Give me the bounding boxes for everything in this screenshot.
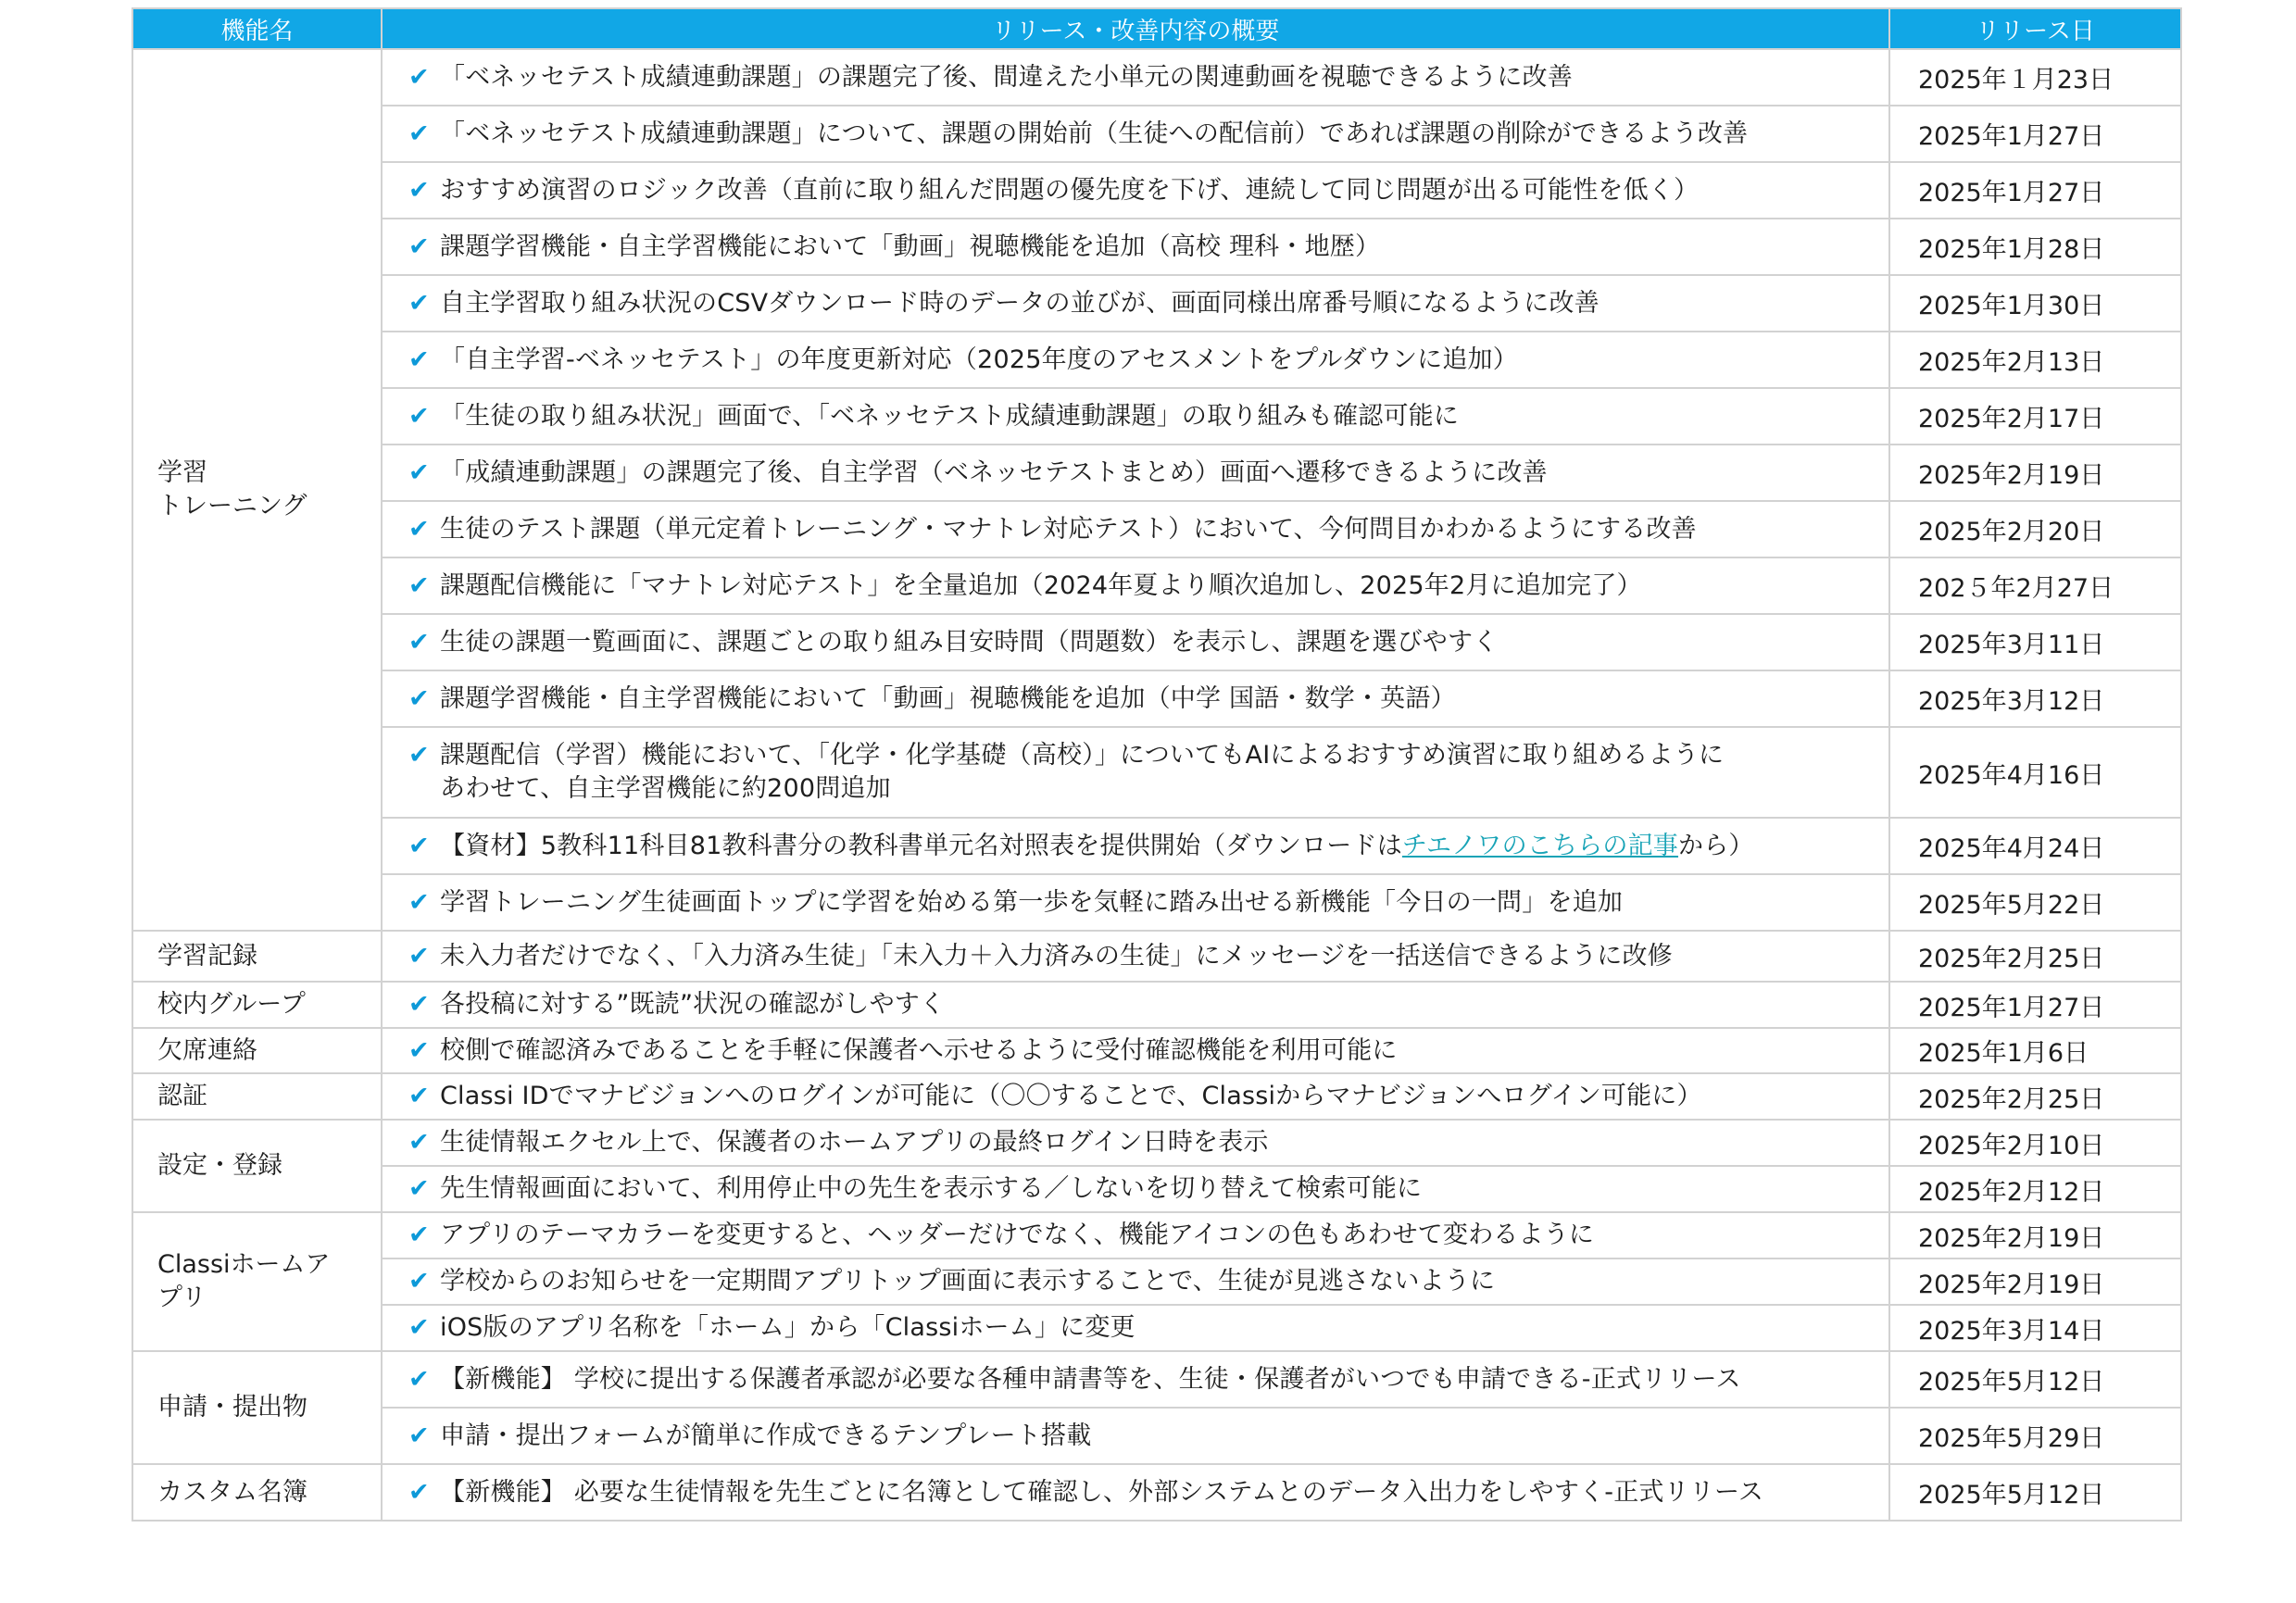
row-desc: 課題学習機能・自主学習機能において「動画」視聴機能を追加（中学 国語・数学・英語） — [440, 683, 1456, 713]
header-func: 機能名 — [132, 8, 382, 49]
row-date: 2025年2月13日 — [1889, 332, 2181, 388]
table-row — [132, 49, 2181, 106]
row-date: 2025年1月28日 — [1889, 219, 2181, 275]
header-date: リリース日 — [1889, 8, 2181, 49]
row-date: 202５年2月27日 — [1889, 557, 2181, 614]
table-row — [132, 106, 2181, 162]
row-date: 2025年1月6日 — [1889, 1028, 2181, 1073]
row-desc: iOS版のアプリ名称を「ホーム」から「Classiホーム」に変更 — [440, 1313, 1135, 1342]
row-date: 2025年3月11日 — [1889, 614, 2181, 670]
table-row — [132, 931, 2181, 982]
func-konai-group: 校内グループ — [132, 982, 382, 1028]
row-date: 2025年2月19日 — [1889, 445, 2181, 501]
row-desc: 【資材】5教科11科目81教科書分の教科書単元名対照表を提供開始（ダウンロードはチエノワのこちらの記事から） — [440, 831, 1754, 860]
func-gakushu-training: 学習 トレーニング — [132, 49, 382, 931]
row-date: 2025年1月27日 — [1889, 162, 2181, 219]
row-desc: 自主学習取り組み状況のCSVダウンロード時のデータの並びが、画面同様出席番号順になるように改善 — [440, 288, 1600, 318]
row-desc: 校側で確認済みであることを手軽に保護者へ示せるように受付確認機能を利用可能に — [440, 1035, 1398, 1065]
check-icon: ✔ — [408, 62, 430, 92]
check-icon: ✔ — [408, 457, 430, 487]
row-desc: 【新機能】 必要な生徒情報を先生ごとに名簿として確認し、外部システムとのデータ入出力をしやすく-正式リリース — [440, 1477, 1764, 1507]
row-date: 2025年１月23日 — [1889, 49, 2181, 106]
row-date: 2025年2月20日 — [1889, 501, 2181, 557]
row-date: 2025年5月29日 — [1889, 1408, 2181, 1464]
row-desc: 生徒のテスト課題（単元定着トレーニング・マナトレ対応テスト）において、今何問目かわかるようにする改善 — [440, 514, 1697, 544]
row-date: 2025年2月10日 — [1889, 1120, 2181, 1166]
row-desc: 各投稿に対する”既読”状況の確認がしやすく — [440, 990, 946, 1019]
row-desc: 「生徒の取り組み状況」画面で、「ベネッセテスト成績連動課題」の取り組みも確認可能に — [440, 401, 1460, 431]
row-desc: 学校からのお知らせを一定期間アプリトップ画面に表示することで、生徒が見逃さないように — [440, 1267, 1496, 1296]
row-date: 2025年4月16日 — [1889, 727, 2181, 818]
row-date: 2025年3月12日 — [1889, 670, 2181, 727]
row-date: 2025年5月22日 — [1889, 874, 2181, 931]
row-desc: 【新機能】 学校に提出する保護者承認が必要な各種申請書等を、生徒・保護者がいつでも申請できる-正式リリース — [440, 1364, 1741, 1394]
table-row — [132, 1166, 2181, 1212]
table-row — [132, 162, 2181, 219]
check-icon: ✔ — [408, 1267, 430, 1296]
row-desc: おすすめ演習のロジック改善（直前に取り組んだ問題の優先度を下げ、連続して同じ問題が出る可能性を低く） — [440, 175, 1700, 205]
func-kesseki-renraku: 欠席連絡 — [132, 1028, 382, 1073]
row-date: 2025年5月12日 — [1889, 1464, 2181, 1521]
check-icon: ✔ — [408, 887, 430, 917]
row-desc: 「成績連動課題」の課題完了後、自主学習（ベネッセテストまとめ）画面へ遷移できるように改善 — [440, 457, 1548, 487]
row-date: 2025年3月14日 — [1889, 1305, 2181, 1351]
row-desc: 生徒の課題一覧画面に、課題ごとの取り組み目安時間（問題数）を表示し、課題を選びやすく — [440, 627, 1499, 657]
header-desc: リリース・改善内容の概要 — [382, 8, 1889, 49]
row-desc: 「自主学習-ベネッセテスト」の年度更新対応（2025年度のアセスメントをプルダウンに追加） — [440, 344, 1518, 374]
check-icon: ✔ — [408, 344, 430, 374]
table-row — [132, 1212, 2181, 1259]
table-row — [132, 332, 2181, 388]
row-desc: 未入力者だけでなく、「入力済み生徒」「未入力＋入力済みの生徒」にメッセージを一括送信できるように改修 — [440, 941, 1673, 971]
func-custom-meibo: カスタム名簿 — [132, 1464, 382, 1521]
table-row — [132, 557, 2181, 614]
table-row — [132, 727, 2181, 818]
row-desc: 課題配信（学習）機能において、「化学・化学基礎（高校）」についてもAIによるおすすめ演習に取り組めるように あわせて、自主学習機能に約200問追加 — [440, 741, 1725, 803]
table-row — [132, 1073, 2181, 1120]
check-icon: ✔ — [408, 831, 430, 860]
check-icon: ✔ — [408, 941, 430, 971]
table-row — [132, 1408, 2181, 1464]
row-date: 2025年1月27日 — [1889, 106, 2181, 162]
row-desc: 学習トレーニング生徒画面トップに学習を始める第一歩を気軽に踏み出せる新機能「今日の一問」を追加 — [440, 887, 1624, 917]
table-row — [132, 1351, 2181, 1408]
check-icon: ✔ — [408, 627, 430, 657]
row-date: 2025年2月25日 — [1889, 1073, 2181, 1120]
check-icon: ✔ — [408, 1082, 430, 1110]
func-gakushu-kiroku: 学習記録 — [132, 931, 382, 982]
check-icon: ✔ — [408, 1364, 430, 1394]
func-settei-toroku: 設定・登録 — [132, 1120, 382, 1212]
row-desc: 課題配信機能に「マナトレ対応テスト」を全量追加（2024年夏より順次追加し、2025年2月に追加完了） — [440, 570, 1642, 600]
table-row — [132, 1259, 2181, 1305]
row-desc: アプリのテーマカラーを変更すると、ヘッダーだけでなく、機能アイコンの色もあわせて変わるように — [440, 1221, 1595, 1249]
check-icon: ✔ — [408, 1421, 430, 1450]
table-row — [132, 219, 2181, 275]
check-icon: ✔ — [408, 119, 430, 148]
check-icon: ✔ — [408, 1477, 430, 1507]
check-icon: ✔ — [408, 683, 430, 713]
header-row — [132, 8, 2181, 49]
row-date: 2025年2月25日 — [1889, 931, 2181, 982]
func-shinsei-teishutsu: 申請・提出物 — [132, 1351, 382, 1464]
table-row — [132, 982, 2181, 1028]
check-icon: ✔ — [408, 990, 430, 1019]
check-icon: ✔ — [408, 570, 430, 600]
func-ninsho: 認証 — [132, 1073, 382, 1120]
check-icon: ✔ — [408, 1035, 430, 1065]
table-row — [132, 1028, 2181, 1073]
row-date: 2025年5月12日 — [1889, 1351, 2181, 1408]
chienowa-article-link[interactable]: チエノワのこちらの記事 — [1401, 831, 1679, 860]
row-desc: 先生情報画面において、利用停止中の先生を表示する／しないを切り替えて検索可能に — [440, 1174, 1423, 1203]
row-date: 2025年2月19日 — [1889, 1212, 2181, 1259]
table-row — [132, 445, 2181, 501]
check-icon: ✔ — [408, 288, 430, 318]
table-row — [132, 874, 2181, 931]
check-icon: ✔ — [408, 1221, 430, 1249]
row-date: 2025年2月19日 — [1889, 1259, 2181, 1305]
row-desc: 申請・提出フォームが簡単に作成できるテンプレート搭載 — [440, 1421, 1092, 1450]
table-row — [132, 1464, 2181, 1521]
check-icon: ✔ — [408, 401, 430, 431]
row-date: 2025年4月24日 — [1889, 818, 2181, 874]
func-classi-home-app: Classiホームア プリ — [132, 1212, 382, 1351]
row-date: 2025年1月27日 — [1889, 982, 2181, 1028]
row-desc: 生徒情報エクセル上で、保護者のホームアプリの最終ログイン日時を表示 — [440, 1128, 1269, 1157]
table-row — [132, 275, 2181, 332]
row-desc: 「ベネッセテスト成績連動課題」について、課題の開始前（生徒への配信前）であれば課題の削除ができるよう改善 — [440, 119, 1749, 148]
check-icon: ✔ — [408, 1313, 430, 1342]
row-desc: Classi IDでマナビジョンへのログインが可能に（〇〇することで、Classiからマナビジョンへログイン可能に） — [440, 1082, 1702, 1110]
table-row — [132, 388, 2181, 445]
table-row — [132, 501, 2181, 557]
check-icon: ✔ — [408, 1174, 430, 1203]
row-date: 2025年2月12日 — [1889, 1166, 2181, 1212]
table-row — [132, 1305, 2181, 1351]
row-desc: 「ベネッセテスト成績連動課題」の課題完了後、間違えた小単元の関連動画を視聴できるように改善 — [440, 62, 1573, 92]
check-icon: ✔ — [408, 232, 430, 261]
check-icon: ✔ — [408, 175, 430, 205]
row-desc: 課題学習機能・自主学習機能において「動画」視聴機能を追加（高校 理科・地歴） — [440, 232, 1381, 261]
check-icon: ✔ — [408, 741, 430, 770]
release-table — [132, 7, 2182, 1522]
row-date: 2025年1月30日 — [1889, 275, 2181, 332]
table-row — [132, 614, 2181, 670]
check-icon: ✔ — [408, 514, 430, 544]
table-row — [132, 1120, 2181, 1166]
row-date: 2025年2月17日 — [1889, 388, 2181, 445]
table-row — [132, 670, 2181, 727]
check-icon: ✔ — [408, 1128, 430, 1157]
table-row — [132, 818, 2181, 874]
